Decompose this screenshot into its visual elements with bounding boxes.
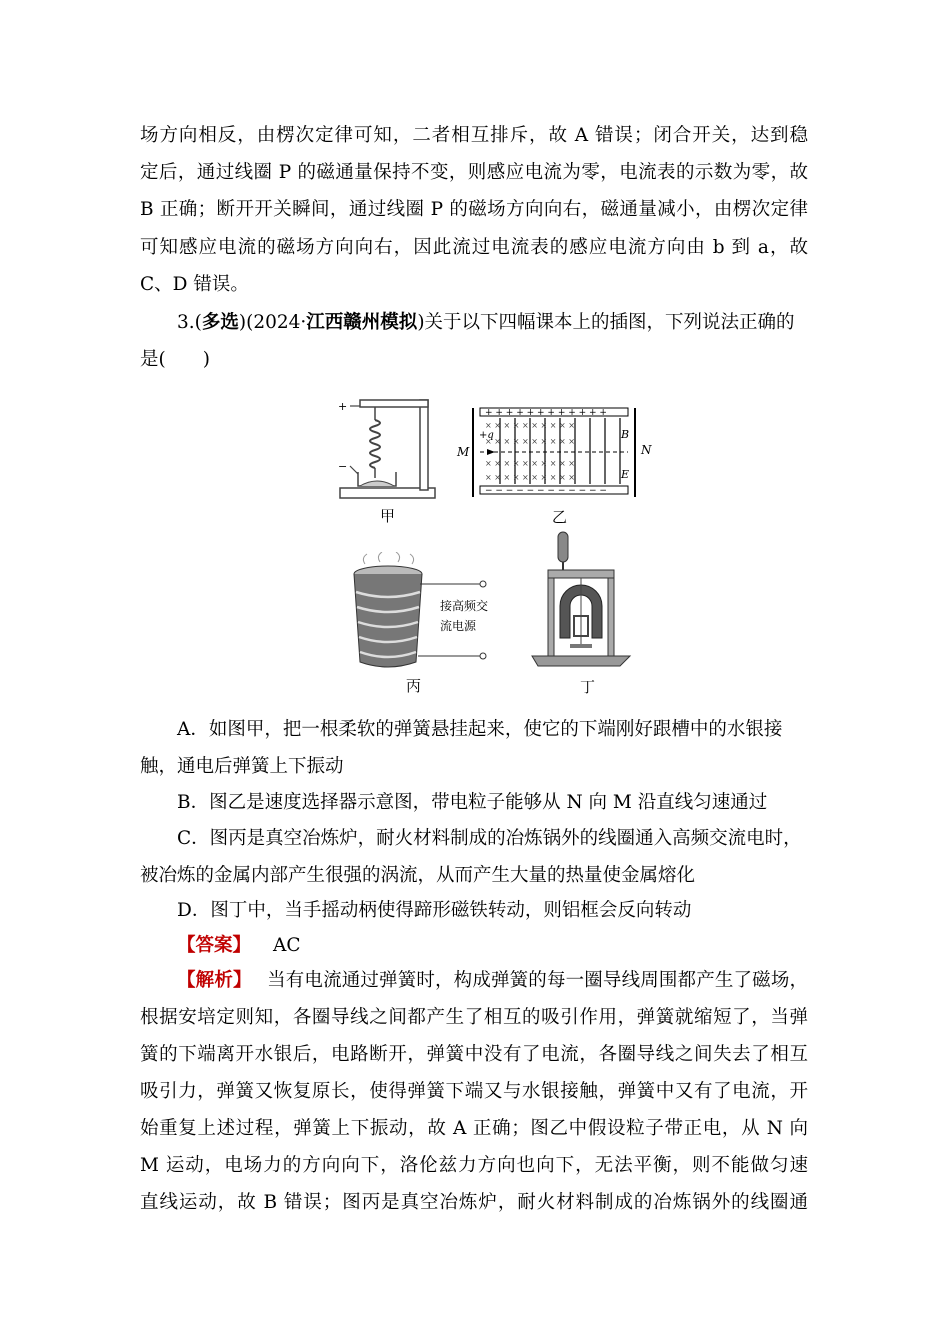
option-a-line-2: 触，通电后弹簧上下振动 bbox=[140, 756, 344, 777]
yi-M-label: M bbox=[457, 445, 470, 459]
svg-text:− − − − − − − − − − − −: − − − − − − − − − − − − bbox=[485, 486, 607, 496]
intro-line-1: 场方向相反，由楞次定律可知，二者相互排斥，故 A 错误；闭合开关，达到稳 bbox=[140, 125, 808, 146]
option-c-line-1: C．图丙是真空冶炼炉，耐火材料制成的冶炼锅外的线圈通入高频交流电时， bbox=[177, 828, 802, 849]
figure-ding-caption: 丁 bbox=[580, 678, 596, 696]
svg-text:× × × × × × × × × ×: × × × × × × × × × × bbox=[485, 421, 575, 430]
analysis-line-7: 直线运动，故 B 错误；图丙是真空冶炼炉，耐火材料制成的冶炼锅外的线圈通 bbox=[140, 1192, 808, 1213]
jia-minus-label: − bbox=[338, 460, 348, 473]
yi-E-label: E bbox=[621, 468, 630, 481]
intro-line-5: C、D 错误。 bbox=[140, 274, 249, 295]
analysis-line-1: 【解析】 当有电流通过弹簧时，构成弹簧的每一圈导线周围都产生了磁场， bbox=[177, 970, 808, 991]
answer-line bbox=[177, 934, 301, 958]
question-source: 江西赣州模拟 bbox=[306, 312, 418, 333]
yi-N-label: N bbox=[641, 443, 652, 457]
svg-text:× × × × × × × × × ×: × × × × × × × × × × bbox=[485, 437, 575, 446]
option-d: D．图丁中，当手摇动柄使得蹄形磁铁转动，则铝框会反向转动 bbox=[177, 900, 692, 921]
analysis-line-4: 吸引力，弹簧又恢复原长，使得弹簧下端又与水银接触，弹簧中又有了电流，开 bbox=[140, 1081, 808, 1102]
question-stem-line-2: 是( ) bbox=[140, 349, 210, 370]
option-a-line-1: A．如图甲，把一根柔软的弹簧悬挂起来，使它的下端刚好跟槽中的水银接 bbox=[177, 719, 783, 740]
intro-line-3: B 正确；断开开关瞬间，通过线圈 P 的磁场方向向右，磁通量减小，由楞次定律 bbox=[140, 199, 808, 220]
svg-text:+ + + + + + + + + + + +: + + + + + + + + + + + + bbox=[485, 408, 607, 418]
analysis-line-5: 始重复上述过程，弹簧上下振动，故 A 正确；图乙中假设粒子带正电，从 N 向 bbox=[140, 1118, 808, 1139]
answer-label: 【答案】 bbox=[177, 935, 252, 956]
svg-text:× × × × × × × × × ×: × × × × × × × × × × bbox=[485, 473, 575, 482]
yi-B-label: B bbox=[621, 428, 630, 441]
analysis-line-2: 根据安培定则知，各圈导线之间都产生了相互的吸引作用，弹簧就缩短了，当弹 bbox=[140, 1007, 808, 1028]
svg-text:× × × × × × × × × ×: × × × × × × × × × × bbox=[485, 459, 575, 468]
jia-plus-label: + bbox=[338, 400, 348, 413]
option-b: B．图乙是速度选择器示意图，带电粒子能够从 N 向 M 沿直线匀速通过 bbox=[177, 792, 768, 813]
figure-bing-induction-furnace bbox=[340, 552, 500, 672]
bing-label-2: 流电源 bbox=[440, 619, 477, 633]
figure-ding-magnet-aluminum-frame bbox=[530, 528, 635, 673]
yi-q-label: +q bbox=[479, 430, 494, 441]
figure-yi-caption: 乙 bbox=[552, 508, 568, 526]
bing-label-1: 接高频交 bbox=[440, 599, 489, 613]
option-c-line-2: 被冶炼的金属内部产生很强的涡流，从而产生大量的热量使金属熔化 bbox=[140, 865, 696, 886]
analysis-line-6: M 运动，电场力的方向向下，洛伦兹力方向也向下，无法平衡，则不能做匀速 bbox=[140, 1155, 808, 1176]
intro-line-2: 定后，通过线圈 P 的磁通量保持不变，则感应电流为零，电流表的示数为零，故 bbox=[140, 162, 808, 183]
figure-jia-spring-mercury bbox=[330, 390, 445, 505]
figure-bing-caption: 丙 bbox=[406, 677, 422, 695]
answer-value: AC bbox=[273, 935, 301, 956]
figure-yi-velocity-selector bbox=[455, 400, 660, 510]
analysis-line-3: 簧的下端离开水银后，电路断开，弹簧中没有了电流，各圈导线之间失去了相互 bbox=[140, 1044, 808, 1065]
intro-line-4: 可知感应电流的磁场方向向右，因此流过电流表的感应电流方向由 b 到 a，故 bbox=[140, 237, 808, 258]
question-tag: 多选 bbox=[201, 312, 239, 333]
figure-jia-caption: 甲 bbox=[380, 507, 396, 525]
analysis-label: 【解析】 bbox=[177, 970, 243, 991]
question-stem-line-1: 3.(多选)(2024·江西赣州模拟)关于以下四幅课本上的插图，下列说法正确的 bbox=[177, 312, 795, 333]
